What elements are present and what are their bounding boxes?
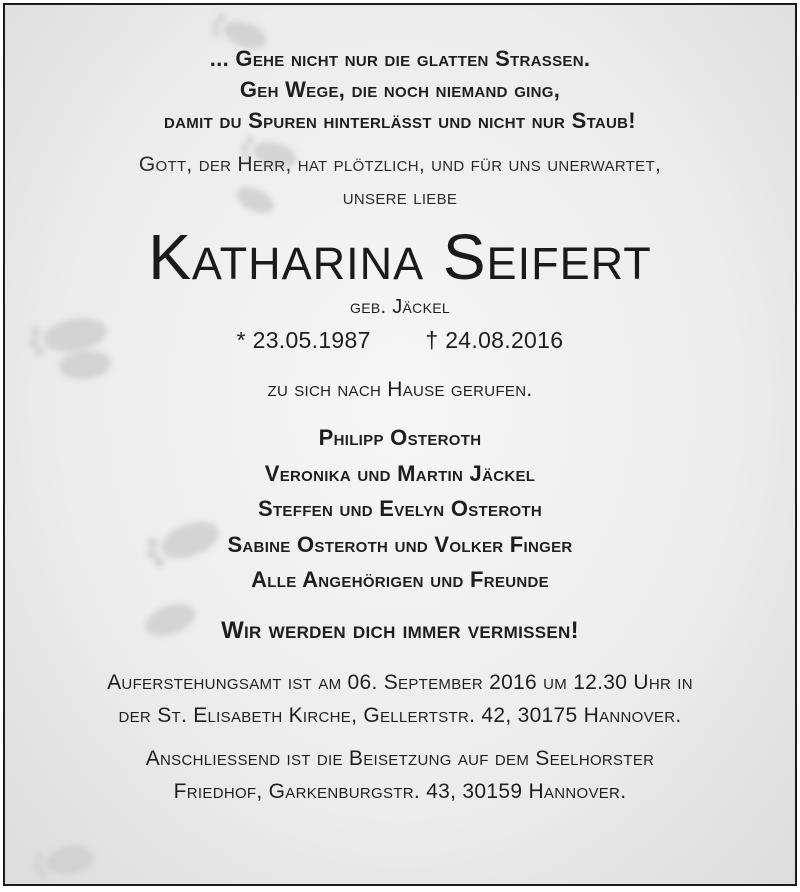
intro-text [5, 148, 795, 214]
footprint-icon [31, 842, 96, 880]
service-line: der St. Elisabeth Kirche, Gellertstr. 42, 30175 Hannover. [118, 703, 682, 727]
burial-info [5, 742, 795, 808]
called-home-text: zu sich nach Hause gerufen. [267, 378, 533, 401]
service-info [5, 666, 795, 732]
burial-line: Anschliessend ist die Beisetzung auf dem Seelhorster [145, 746, 655, 770]
obituary-notice [3, 3, 797, 886]
mourner-entry: Steffen und Evelyn Osteroth [257, 496, 543, 521]
birth-date: * 23.05.1987 [236, 327, 371, 353]
mourner-entry: Sabine Osteroth und Volker Finger [227, 531, 573, 557]
mourners-list [5, 420, 795, 598]
mourner-entry: Alle Angehörigen und Freunde [251, 567, 549, 592]
closing-line: Wir werden dich immer vermissen! [221, 616, 579, 644]
poem-line: ... Gehe nicht nur die glatten Strassen. [209, 46, 591, 71]
notice-content [5, 5, 795, 808]
service-line: Auferstehungsamt ist am 06. September 2016 um 12.30 Uhr in [107, 670, 693, 694]
mourner-entry: Veronika und Martin Jäckel [264, 460, 536, 486]
deceased-name: Katharina Seifert [148, 221, 652, 293]
intro-line: unsere liebe [342, 186, 458, 209]
poem-line: Geh Wege, die noch niemand ging, [239, 77, 561, 102]
mourner-entry: Philipp Osteroth [318, 425, 482, 450]
death-date: † 24.08.2016 [425, 327, 564, 353]
intro-line: Gott, der Herr, hat plötzlich, und für uns unerwartet, [138, 153, 662, 176]
poem [5, 5, 795, 136]
burial-line: Friedhof, Garkenburgstr. 43, 30159 Hannover. [173, 779, 627, 803]
life-dates [5, 322, 795, 358]
birth-name: geb. Jäckel [350, 296, 450, 318]
poem-line: damit du Spuren hinterlässt und nicht nur Staub! [164, 108, 636, 133]
